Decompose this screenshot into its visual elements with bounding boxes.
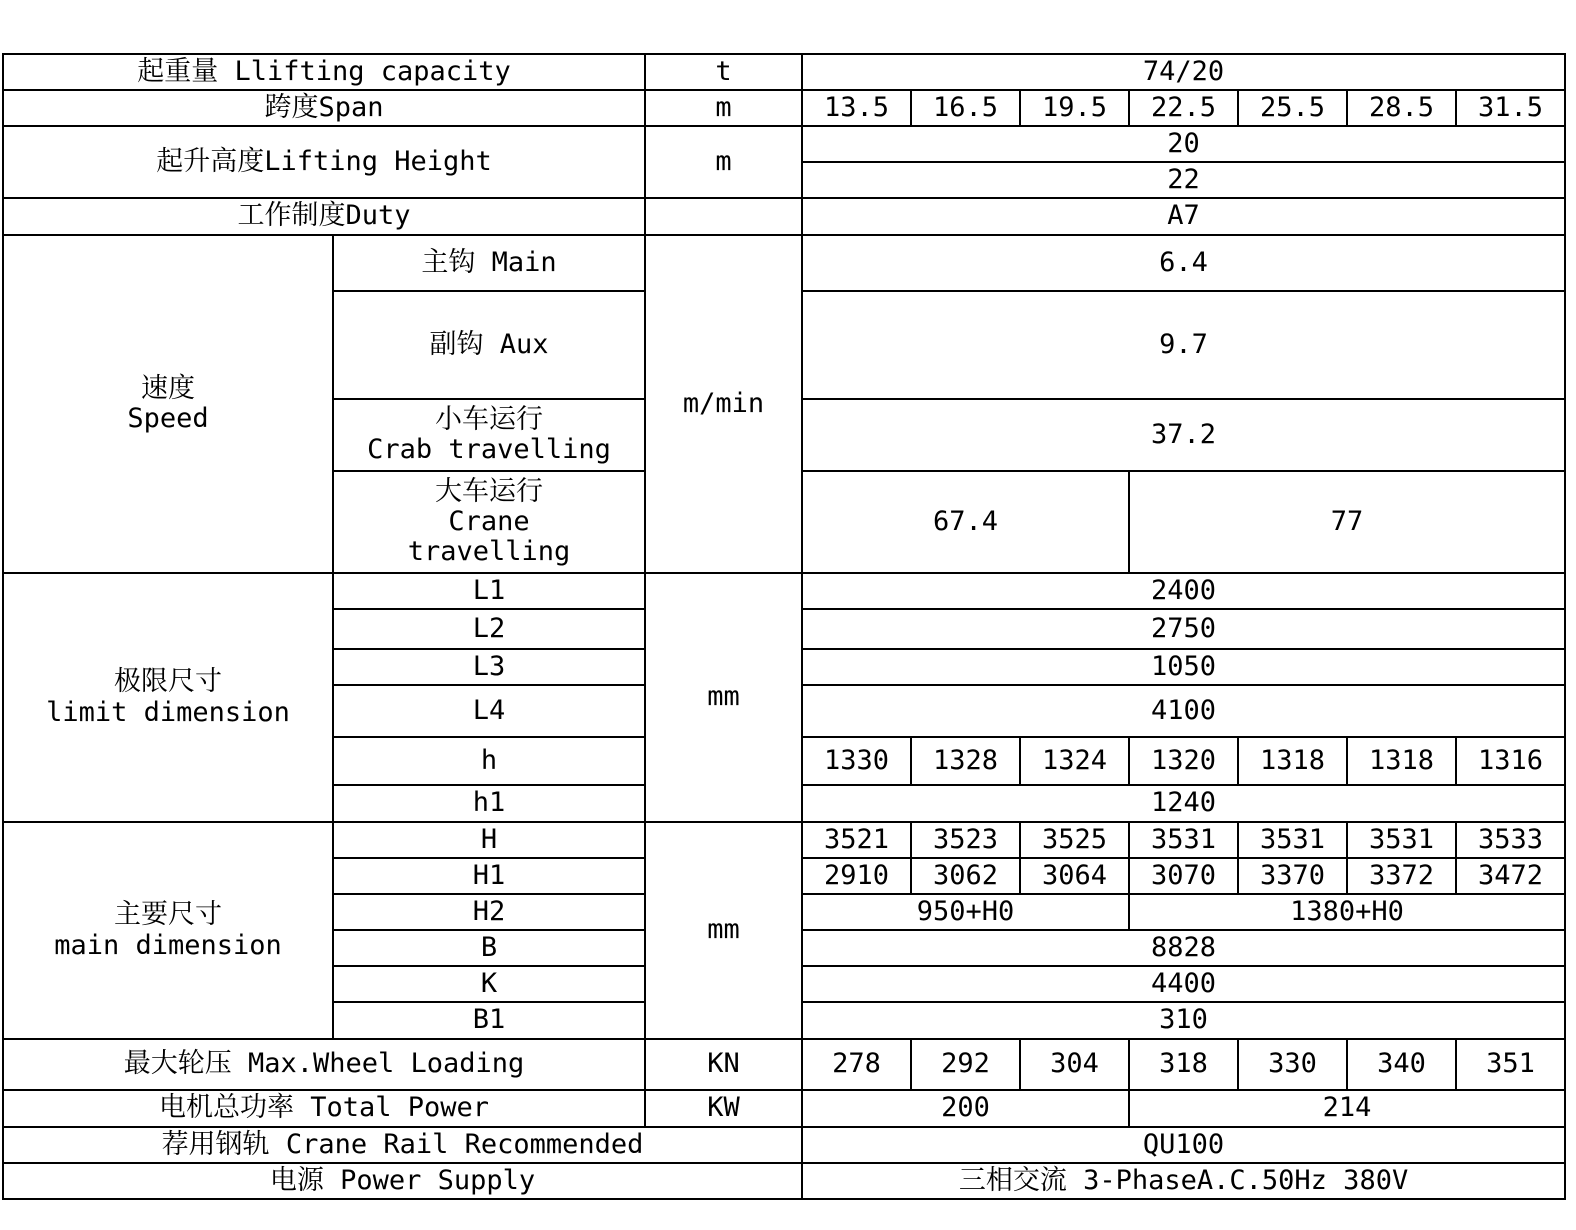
value-H1: 3370 bbox=[1238, 858, 1347, 894]
span-value: 19.5 bbox=[1020, 90, 1129, 126]
value-L3: 1050 bbox=[802, 649, 1565, 685]
value-speed-crane-b: 77 bbox=[1129, 471, 1565, 573]
value-h: 1318 bbox=[1347, 737, 1456, 785]
label-lifting-height: 起升高度Lifting Height bbox=[3, 126, 645, 198]
value-speed-aux: 9.7 bbox=[802, 291, 1565, 399]
value-L1: 2400 bbox=[802, 573, 1565, 609]
label-H1: H1 bbox=[333, 858, 645, 894]
unit-total-power: KW bbox=[645, 1090, 802, 1127]
label-speed-cn: 速度 bbox=[141, 372, 195, 404]
value-h: 1328 bbox=[911, 737, 1020, 785]
value-h: 1318 bbox=[1238, 737, 1347, 785]
value-H2-a: 950+H0 bbox=[802, 894, 1129, 930]
label-wheel-loading: 最大轮压 Max.Wheel Loading bbox=[3, 1039, 645, 1090]
row-power-supply bbox=[3, 1163, 1565, 1199]
label-L4: L4 bbox=[333, 685, 645, 737]
value-H: 3525 bbox=[1020, 822, 1129, 858]
value-wheel: 351 bbox=[1456, 1039, 1565, 1090]
value-H: 3533 bbox=[1456, 822, 1565, 858]
label-speed-crane-en2: travelling bbox=[407, 536, 571, 568]
label-B: B bbox=[333, 930, 645, 966]
value-H1: 3472 bbox=[1456, 858, 1565, 894]
label-B1: B1 bbox=[333, 1002, 645, 1039]
label-speed-en: Speed bbox=[127, 403, 209, 434]
unit-wheel-loading: KN bbox=[645, 1039, 802, 1090]
value-K: 4400 bbox=[802, 966, 1565, 1002]
label-limit-cn: 极限尺寸 bbox=[114, 666, 222, 698]
value-wheel: 330 bbox=[1238, 1039, 1347, 1090]
label-power-supply: 电源 Power Supply bbox=[3, 1163, 802, 1199]
label-main-dimension bbox=[3, 822, 333, 1039]
value-H: 3521 bbox=[802, 822, 911, 858]
label-H: H bbox=[333, 822, 645, 858]
value-H: 3531 bbox=[1238, 822, 1347, 858]
value-H1: 3064 bbox=[1020, 858, 1129, 894]
value-H2-b: 1380+H0 bbox=[1129, 894, 1565, 930]
label-speed-main: 主钩 Main bbox=[333, 235, 645, 291]
unit-lifting-height: m bbox=[645, 126, 802, 198]
value-h: 1320 bbox=[1129, 737, 1238, 785]
label-speed-crab-en: Crab travelling bbox=[367, 434, 611, 465]
row-span bbox=[3, 90, 1565, 126]
label-speed-crane-cn: 大车运行 bbox=[435, 475, 543, 507]
value-power-b: 214 bbox=[1129, 1090, 1565, 1127]
unit-lifting-capacity: t bbox=[645, 54, 802, 90]
value-power-supply: 三相交流 3-PhaseA.C.50Hz 380V bbox=[802, 1163, 1565, 1199]
value-H1: 3070 bbox=[1129, 858, 1238, 894]
unit-limit: mm bbox=[645, 573, 802, 822]
row-main-H bbox=[3, 822, 1565, 858]
label-L1: L1 bbox=[333, 573, 645, 609]
value-B: 8828 bbox=[802, 930, 1565, 966]
span-value: 16.5 bbox=[911, 90, 1020, 126]
label-main-cn: 主要尺寸 bbox=[114, 899, 222, 931]
value-wheel: 278 bbox=[802, 1039, 911, 1090]
row-lifting-capacity bbox=[3, 54, 1565, 90]
value-speed-main: 6.4 bbox=[802, 235, 1565, 291]
row-wheel-loading bbox=[3, 1039, 1565, 1090]
label-main-en: main dimension bbox=[54, 929, 282, 961]
value-L4: 4100 bbox=[802, 685, 1565, 737]
value-lifting-capacity: 74/20 bbox=[802, 54, 1565, 90]
label-duty: 工作制度Duty bbox=[3, 198, 645, 235]
value-L2: 2750 bbox=[802, 609, 1565, 649]
span-value: 31.5 bbox=[1456, 90, 1565, 126]
value-power-a: 200 bbox=[802, 1090, 1129, 1127]
value-lifting-height-aux: 22 bbox=[802, 162, 1565, 198]
label-speed-crab bbox=[333, 399, 645, 471]
label-H2: H2 bbox=[333, 894, 645, 930]
span-value: 22.5 bbox=[1129, 90, 1238, 126]
row-lifting-height bbox=[3, 126, 1565, 162]
value-wheel: 318 bbox=[1129, 1039, 1238, 1090]
value-h: 1330 bbox=[802, 737, 911, 785]
label-limit-dimension bbox=[3, 573, 333, 822]
span-value: 13.5 bbox=[802, 90, 911, 126]
row-limit-L1 bbox=[3, 573, 1565, 609]
value-h1: 1240 bbox=[802, 785, 1565, 822]
unit-speed: m/min bbox=[645, 235, 802, 573]
label-speed bbox=[3, 235, 333, 573]
unit-main-dimension: mm bbox=[645, 822, 802, 1039]
value-crane-rail: QU100 bbox=[802, 1127, 1565, 1163]
row-duty bbox=[3, 198, 1565, 235]
label-limit-en: limit dimension bbox=[46, 696, 290, 728]
value-H: 3531 bbox=[1347, 822, 1456, 858]
value-H1: 3372 bbox=[1347, 858, 1456, 894]
value-H1: 3062 bbox=[911, 858, 1020, 894]
value-H: 3523 bbox=[911, 822, 1020, 858]
label-total-power: 电机总功率 Total Power bbox=[3, 1090, 645, 1127]
label-span: 跨度Span bbox=[3, 90, 645, 126]
label-L3: L3 bbox=[333, 649, 645, 685]
value-duty: A7 bbox=[802, 198, 1565, 235]
label-speed-crane bbox=[333, 471, 645, 573]
span-value: 25.5 bbox=[1238, 90, 1347, 126]
value-H: 3531 bbox=[1129, 822, 1238, 858]
label-speed-crab-cn: 小车运行 bbox=[435, 403, 543, 435]
value-speed-crab: 37.2 bbox=[802, 399, 1565, 471]
label-speed-aux: 副钩 Aux bbox=[333, 291, 645, 399]
value-wheel: 304 bbox=[1020, 1039, 1129, 1090]
unit-span: m bbox=[645, 90, 802, 126]
row-crane-rail bbox=[3, 1127, 1565, 1163]
value-wheel: 340 bbox=[1347, 1039, 1456, 1090]
crane-spec-table bbox=[2, 53, 1566, 1200]
label-h1: h1 bbox=[333, 785, 645, 822]
label-speed-crane-en: Crane bbox=[448, 505, 530, 537]
value-B1: 310 bbox=[802, 1002, 1565, 1039]
unit-duty bbox=[645, 198, 802, 235]
value-wheel: 292 bbox=[911, 1039, 1020, 1090]
label-L2: L2 bbox=[333, 609, 645, 649]
value-h: 1324 bbox=[1020, 737, 1129, 785]
value-h: 1316 bbox=[1456, 737, 1565, 785]
value-H1: 2910 bbox=[802, 858, 911, 894]
span-value: 28.5 bbox=[1347, 90, 1456, 126]
value-lifting-height-main: 20 bbox=[802, 126, 1565, 162]
row-total-power bbox=[3, 1090, 1565, 1127]
label-h: h bbox=[333, 737, 645, 785]
row-speed-main bbox=[3, 235, 1565, 291]
label-lifting-capacity: 起重量 Llifting capacity bbox=[3, 54, 645, 90]
label-crane-rail: 荐用钢轨 Crane Rail Recommended bbox=[3, 1127, 802, 1163]
label-K: K bbox=[333, 966, 645, 1002]
value-speed-crane-a: 67.4 bbox=[802, 471, 1129, 573]
